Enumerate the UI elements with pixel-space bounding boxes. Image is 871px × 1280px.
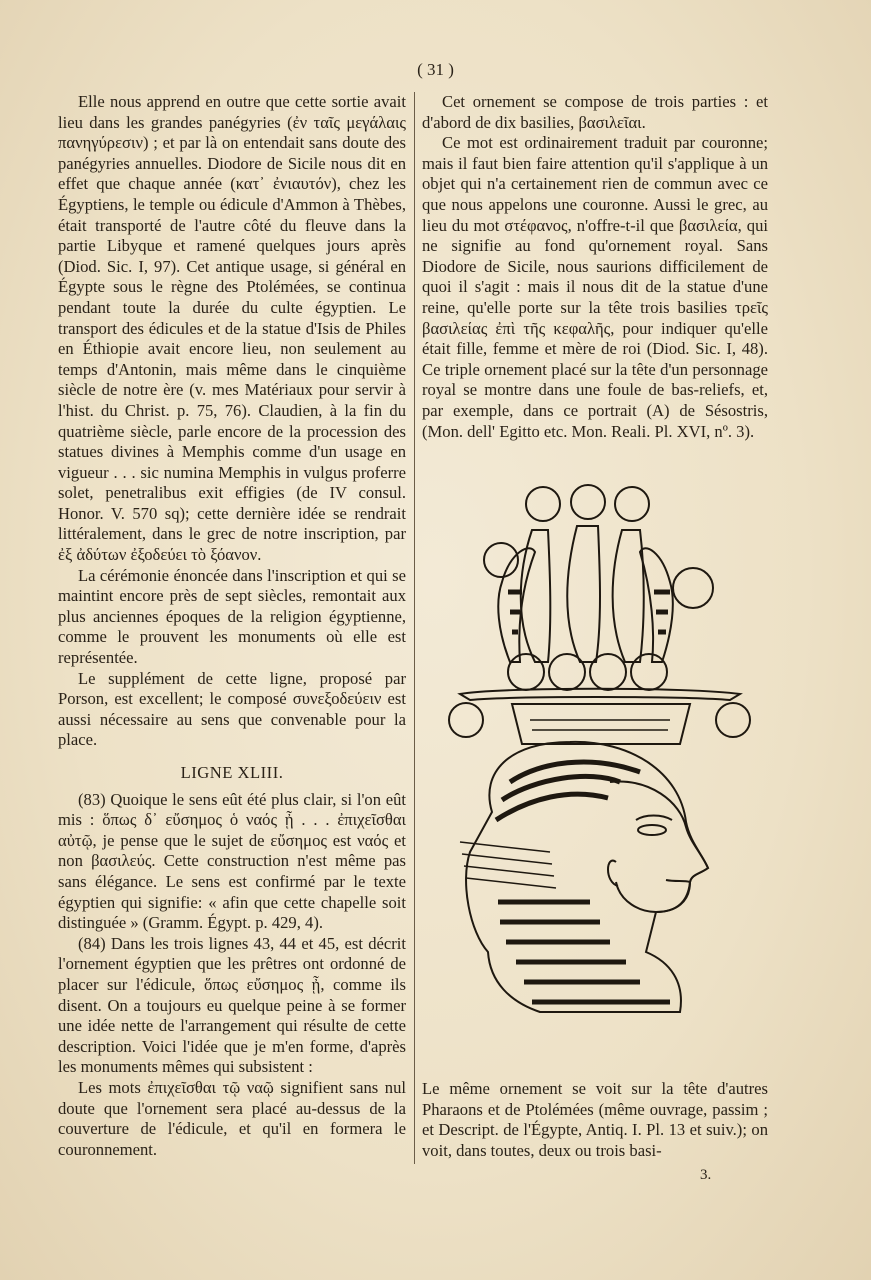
section-heading: LIGNE XLIII. [180,763,284,782]
paragraph: Elle nous apprend en outre que cette sortie avait lieu dans les grandes panégyries (ἐν ταῖς μεγάλαις πανηγύρεσιν) ; et par là on entendait sans doute des panégyries annuelles. Diodore de Sicile nous dit en effet que chaque année (κατ᾽ ἐνιαυτόν), chez les Égyptiens, le temple ou édicule d'Ammon à Thèbes, était transporté de l'autre côté du fleuve dans la partie Libyque et ramené quelques jours après (Diod. Sic. I, 97). Cet antique usage, si général en Égypte sous le règne des Ptolémées, se continua pendant toute la durée du culte égyptien. Le transport des édicules et de la statue d'Isis de Philes en Éthiopie avait encore lieu, non seulement au temps d'Antonin, mais même dans le cinquième siècle de notre ère (v. mes Matériaux pour servir à l'hist. du Christ. p. 75, 76). Claudien, à la fin du quatrième siècle, parle encore de la procession des statues divines à Memphis comme d'un usage en vigueur . . . sic numina Memphis in vulgus proferre solet, penetralibus exit effigies (de IV consul. Honor. V. 570 sq); cette dernière idée se rendrait littéralement, dans le grec de notre inscription, par ἐξ ἀδύτων ἐξοδεύει τὸ ξόανον. [58,92,406,565]
paragraph: Cet ornement se compose de trois parties : et d'abord de dix basilies, βασιλεῖαι. [422,92,768,132]
paragraph: Les mots ἐπιχεῖσθαι τῷ ναῷ signifient sans nul doute que l'ornement sera placé au-dessus de la couverture de l'édicule, et qu'il en formera le couronnement. [58,1077,406,1159]
left-column [58,92,406,1160]
paragraph: Ce mot est ordinairement traduit par couronne; mais il faut bien faire attention qu'il s'applique à un objet qui n'a certainement rien de commun avec ce que nous appelons une couronne. Aussi le grec, au lieu du mot στέφανος, n'offre-t-il que βασιλεία, qui ne signifie au fond qu'ornement royal. Sans Diodore de Sicile, nous saurions difficilement de quoi il s'agit : mais il nous dit de la statue d'une reine, qu'elle porte sur la tête trois basilies τρεῖς βασιλείας ἐπὶ τῆς κεφαλῆς, pour indiquer qu'elle était fille, femme et mère de roi (Diod. Sic. I, 48). Ce triple ornement placé sur la tête d'un personnage royal se montre dans une foule de bas-reliefs, et, par exemple, dans ce portrait (A) de Sésostris, (Mon. dell' Egitto etc. Mon. Reali. Pl. XVI, nº. 3). [422,133,768,441]
pharaoh-illustration-svg [440,482,760,1032]
figure-caption: Le même ornement se voit sur la tête d'autres Pharaons et de Ptolémées (même ouvrage, passim ; et Descript. de l'Égypte, Antiq. I. Pl. 13 et suiv.); on voit, dans toutes, deux ou trois basi- [422,1079,768,1160]
page-number: ( 31 ) [417,60,454,79]
paragraph: (84) Dans les trois lignes 43, 44 et 45, est décrit l'ornement égyptien que les prêtres ont ordonné de placer sur l'édicule, ὅπως εὔσημος ᾖ, comme ils disent. On a toujours eu quelque peine à se former une idée nette de l'arrangement qui résulte de cette description. Voici l'idée que je m'en forme, d'après les monuments mêmes qui subsistent : [58,933,406,1077]
pharaoh-crown-illustration [440,482,760,1032]
paragraph: La cérémonie énoncée dans l'inscription et qui se maintint encore près de sept siècles, remontait aux plus anciennes époques de la religion égyptienne, comme le prouvent les monuments où elle est représentée. [58,565,406,668]
paragraph: Le supplément de cette ligne, proposé par Porson, est excellent; le composé συνεξοδεύειν est aussi nécessaire au sens que convenable pour la place. [58,668,406,750]
paragraph: (83) Quoique le sens eût été plus clair, si l'on eût mis : ὅπως δ᾽ εὔσημος ὁ ναός ᾖ . . . ἐπιχεῖσθαι αὐτῷ, je pense que le sujet de εὔσημος est ναός et non βασιλεύς. Cette construction n'est même pas sans élégance. Le sens est confirmé par le texte égyptien qui signifie: « afin que cette chapelle soit distinguée » (Gramm. Égypt. p. 429, 4). [58,789,406,933]
signature-mark: 3. [700,1167,712,1183]
right-column [422,92,768,442]
column-divider [414,92,415,1164]
